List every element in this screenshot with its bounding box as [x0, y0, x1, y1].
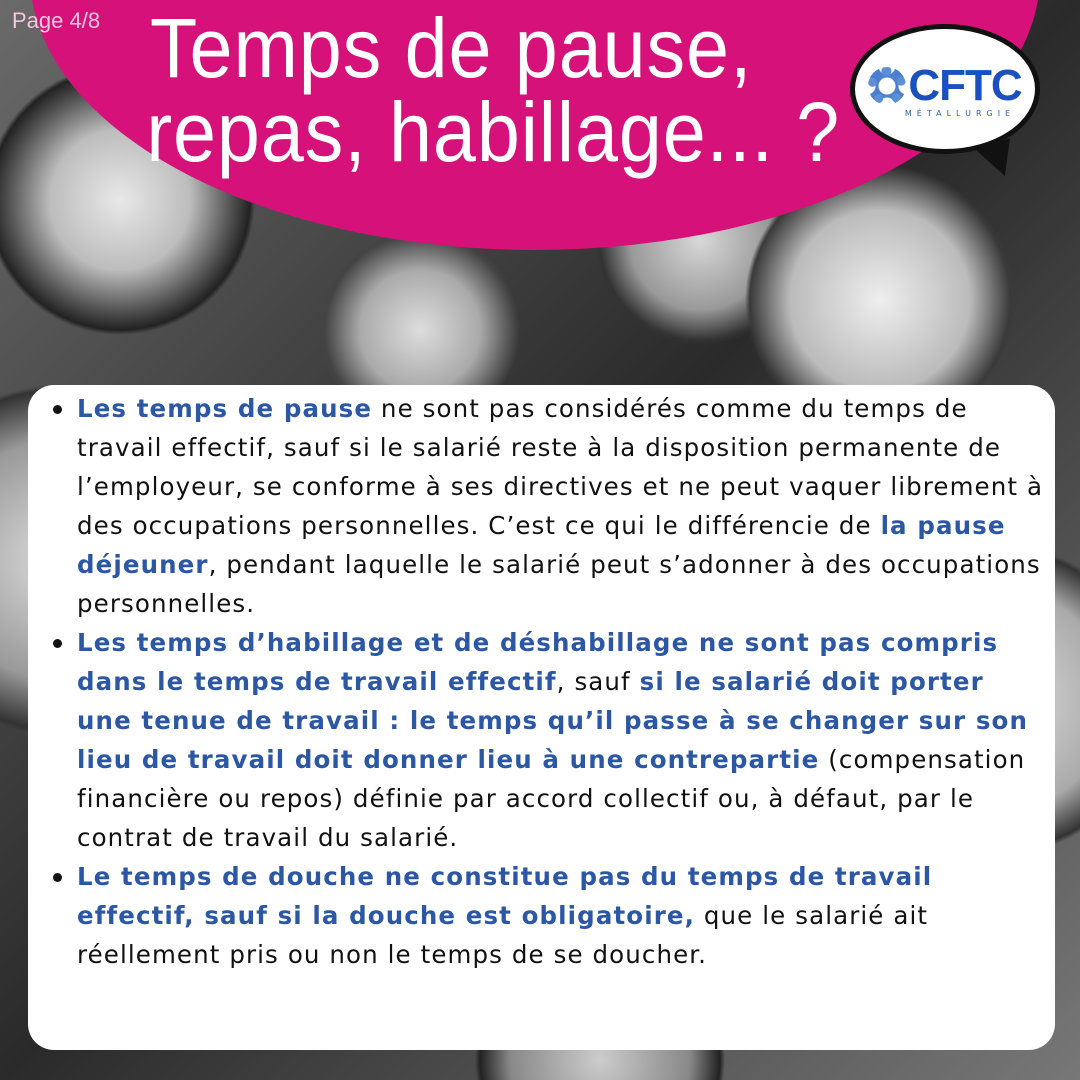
highlighted-text: si le salarié doit porter une tenue de travail : le temps qu’il passe à se changer sur son lieu de travail doit donner lieu à une contrepartie: [77, 667, 1028, 774]
logo-subtitle: MÉTALLURGIE: [904, 108, 1016, 118]
body-text: que le salarié ait réellement pris ou non le temps de se doucher.: [77, 901, 929, 969]
body-text: ne sont pas considérés comme du temps de travail effectif, sauf si le salarié reste à la disposition permanente de l’employeur, se conforme à ses directives et ne peut vaquer librement à des occupations personnelles. C’est ce qui le différencie de: [77, 394, 1044, 540]
logo-name: CFTC: [908, 60, 1022, 110]
highlighted-text: Les temps de pause: [77, 394, 373, 423]
page-title: [146, 1, 841, 179]
bullet-item: [77, 623, 1045, 857]
body-text: , sauf: [556, 667, 640, 696]
highlighted-text: Les temps d’habillage et de déshabillage ne sont pas compris dans le temps de travail effectif: [77, 628, 999, 696]
title-line-2: repas, habillage... ?: [146, 85, 841, 179]
bullet-list: [77, 389, 1045, 974]
bullet-item: [77, 389, 1045, 623]
content-card: [28, 385, 1055, 1050]
gear-icon: [868, 67, 906, 105]
body-text: , pendant laquelle le salarié peut s’adonner à des occupations personnelles.: [77, 550, 1041, 618]
page-indicator: Page 4/8: [12, 8, 101, 33]
title-line-1: Temps de pause,: [150, 1, 753, 95]
cftc-logo: [850, 24, 1040, 154]
highlighted-text: Le temps de douche ne constitue pas du temps de travail effectif, sauf si la douche est obligatoire,: [77, 862, 933, 930]
highlighted-text: la pause déjeuner: [77, 511, 1006, 579]
body-text: (compensation financière ou repos) définie par accord collectif ou, à défaut, par le contrat de travail du salarié.: [77, 745, 1026, 852]
bullet-item: [77, 857, 1045, 974]
